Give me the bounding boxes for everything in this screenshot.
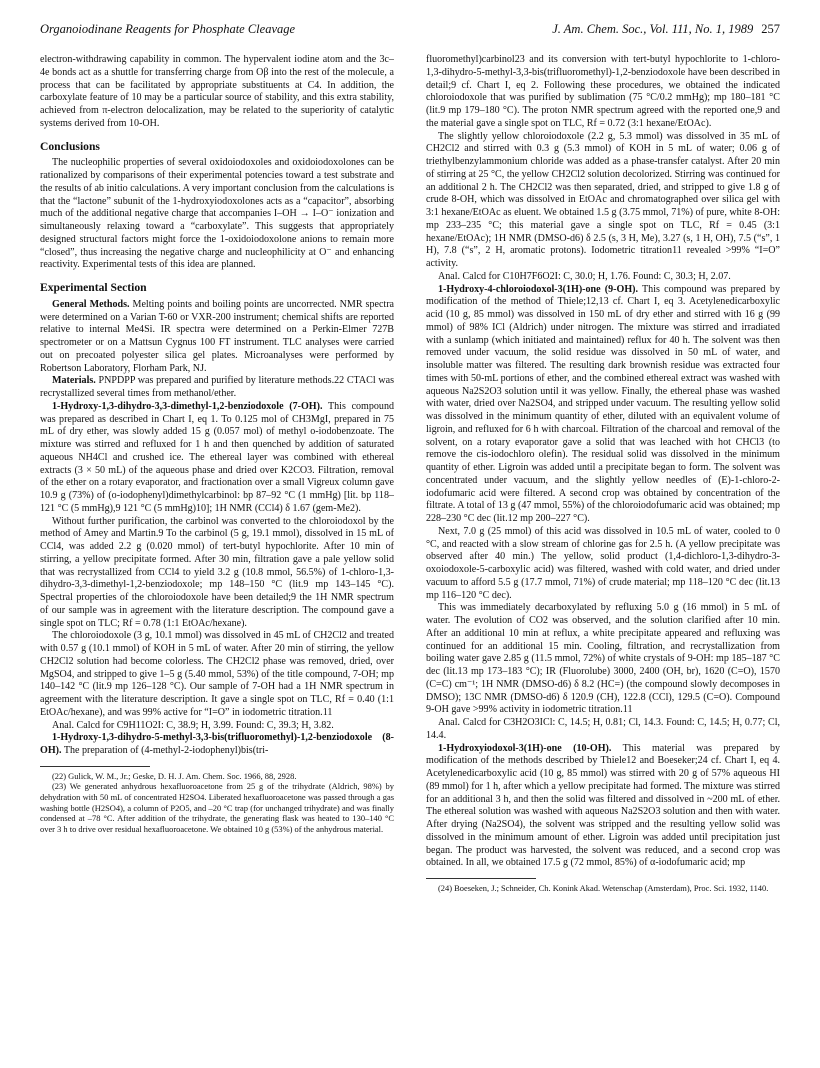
compound-9-text: This compound was prepared by modification of the method of Thiele;12,13 cf. Chart I, eq 3. Acetylenedicarboxylic acid (10 g, 85 mmol) was dissolved in 150 mL of dry ether and stirred with 16 g (99 mmol) of 98% ICl (Aldrich) under nitrogen. The mixture was stirred and irradiated with a sunlamp (which initiated and maintained) reflux for 40 h. The solvent was then removed under vacuum, the solid residue was dissolved in 50 mL of water, and insoluble matter was filtered. The resulting dark brownish residue was extracted four times with 50-mL portions of ether, and the combined ethereal extract was washed with aqueous Na2S2O3 solution until it was yellow. Finally, the ethereal phase was washed with water, dried over Na2SO4, and stripped under vacuum. The resulting yellow solid was dissolved in the minimum quantity of ether, diluted with an equivalent volume of ligroin, and refluxed for 6 h with charcoal. Filtration of the charcoal and removal of the solvent, on a rotary evaporator gave a solid that was leached with hot CHCl3 (to remove the cis-iodochloro olefin). The residual solid was dissolved in the minimum quantity of ether. Ligroin was added until a precipitate began to form. The solvent was concentrated under vacuum, and the slightly yellow needles of (E)-1-chloro-2-iodofumaric acid were filtered. A second crop was obtained by concentration of the filtrate. A total of 13 g (47 mmol, 55%) of the chloroiodofumaric acid was obtained; mp 228–230 °C dec (lit.12 mp 200–227 °C). bbox=[426, 283, 780, 524]
footnote-22: (22) Gulick, W. M., Jr.; Geske, D. H. J. Am. Chem. Soc. 1966, 88, 2928. bbox=[52, 770, 297, 781]
running-header bbox=[40, 22, 780, 37]
compound-9-analysis: Anal. Calcd for C3H2O3ICl: C, 14.5; H, 0.81; Cl, 14.3. Found: C, 14.5; H, 0.77; Cl, 14.4. bbox=[426, 717, 780, 741]
footnote-divider bbox=[40, 766, 150, 767]
left-column bbox=[40, 54, 394, 1054]
compound-8-title: 1-Hydroxy-1,3-dihydro-5-methyl-3,3-bis(trifluoromethyl)-1,2-benziodoxole (8-OH). bbox=[40, 732, 394, 756]
compound-9-title: 1-Hydroxy-4-chloroiodoxol-3(1H)-one (9-OH). bbox=[438, 283, 639, 295]
discussion-paragraph: electron-withdrawing capability in common. The hypervalent iodine atom and the 3c–4e bonds act as a shuttle for transferring charge from Oβ into the rest of the molecule, a process that can be facilitated by appropriate substituents at C4. In addition, the carboxylate feature of 10 may be a particular source of stability, and this extra stability, achieved from π-electron delocalization, may be related to the superiority of catalytic systems derived from 10-OH. bbox=[40, 54, 394, 129]
compound-7-paragraph bbox=[40, 401, 394, 516]
general-methods-text: Melting points and boiling points are uncorrected. NMR spectra were determined on a Varian T-60 or VXR-200 instrument; chemical shifts are reported relative to internal Me4Si. IR spectra were determined on a Perkin-Elmer 727B spectrometer or on a Mattsun Cygnus 100 FT instrument. TLC analyses were carried out on precoated polyester silica gel plates. Microanalyses were performed by Robertson Laboratory, Florham Park, NJ. bbox=[40, 298, 394, 374]
compound-8-paragraph bbox=[40, 732, 394, 758]
compound-7-text: This compound was prepared as described in Chart I, eq 1. To 0.125 mol of CH3MgI, prepared in 75 mL of dry ether, was slowly added 15 g (0.057 mol) of methyl o-iodobenzoate. The mixture was stirred and refluxed for 1 h and then quenched by addition of saturated aqueous NH4Cl and crushed ice. The ethereal layer was combined with ethereal extracts (3 × 50 mL) of the aqueous phase and dried over K2CO3. Filtration, removal of the ether on a rotary evaporator, and fractionation over a small Vigreux column gave 10.9 g (73%) of (o-iodophenyl)dimethylcarbinol: bp 87–92 °C (1 mmHg) [lit. bp 118–121 °C (5 mmHg),9 121 °C (5 mmHg)10]; 1H NMR (CCl4) δ 1.67 (gem-Me2). bbox=[40, 400, 394, 514]
conclusions-heading: Conclusions bbox=[40, 139, 100, 153]
footnote-divider bbox=[426, 878, 536, 879]
compound-10-title: 1-Hydroxyiodoxol-3(1H)-one (10-OH). bbox=[438, 742, 612, 754]
compound-10-text: This material was prepared by modification of the methods described by Thiele12 and Boeseker;24 cf. Chart I, eq 4. Acetylenedicarboxylic acid (10 g, 85 mmol) was stirred with 20 g of 57% aqueous HI (89 mmol) for 1 h, after which a yellow precipitate had formed. The mixture was stirred for an additional 3 h, and then the solid was filtered and dissolved in ~200 mL of ether. The ethereal solution was washed with aqueous Na2S2O3 solution and then with water. After drying (Na2SO4), the solvent was stripped and the resulting yellow solid was dissolved in the minimum amount of ether. Ligroin was added until precipitation just began. The product was harvested, the solvent was reduced, and a second crop was obtained. In all, we obtained 17.5 g (72 mmol, 85%) of α-iodofumaric acid; mp bbox=[426, 742, 780, 869]
conclusions-paragraph: The nucleophilic properties of several oxidoiodoxoles and oxidoiodoxolones can be rationalized by comparisons of their experimental potencies toward a test substrate and the results of ab initio calculations. A very important conclusion from the calculations is that the “lactone” subunit of the 1-hydroxyiodoxolones acts as a “capacitor”, absorbing much of the additional negative charge that accompanies I–OH → I–O⁻ ionization and simultaneously relaxing toward a “carboxylate”. This suggests that appropriately designed structural factors might force the 1-oxidoiodoxolone anions to remain more “closed”, thus increasing the negative charge and nucleophilicity at O⁻ and enhancing reactivity. Experimental tests of this idea are planned. bbox=[40, 157, 394, 271]
journal-name: J. Am. Chem. Soc., Vol. 111, No. 1, 1989 bbox=[552, 22, 754, 36]
compound-7-title: 1-Hydroxy-1,3-dihydro-3,3-dimethyl-1,2-benziodoxole (7-OH). bbox=[52, 400, 323, 412]
page-number: 257 bbox=[761, 22, 780, 36]
compound-7-paragraph-3: The chloroiodoxole (3 g, 10.1 mmol) was dissolved in 45 mL of CH2Cl2 and treated with 0.57 g (10.1 mmol) of KOH in 5 mL of water. After 20 min of stirring, the yellow CH2Cl2 solution had become colorless. The CH2Cl2 phase was removed, dried, over MgSO4, and stripped to give 1–5 g (5.40 mmol, 53%) of the title compound, 7-OH; mp 140–142 °C (lit.9 mp 126–128 °C). Our sample of 7-OH had a 1H NMR spectrum in agreement with the literature description. It gave a single spot on TLC, Rf = 0.40 (1:1 EtOAc/hexane), and was 99% active for “I=O” in iodometric titration.11 bbox=[40, 630, 394, 718]
compound-9-paragraph-2: Next, 7.0 g (25 mmol) of this acid was dissolved in 10.5 mL of water, cooled to 0 °C, and reacted with a slow stream of chlorine gas for 2.5 h. (A yellow precipitate was observed after 40 min.) The yellow, solid product (1,4-dichloro-1,3-dihydro-3-oxoiodoxole-5-carboxylic acid) was filtered, washed with cold water, and dried under vacuum to afford 5.5 g (17.7 mmol, 71%) of crude material; mp 118–120 °C dec (lit.13 mp 116–120 °C dec). bbox=[426, 525, 780, 601]
compound-9-paragraph bbox=[426, 284, 780, 526]
journal-citation bbox=[552, 22, 780, 37]
materials-title: Materials. bbox=[52, 375, 96, 387]
running-title: Organoiodinane Reagents for Phosphate Cleavage bbox=[40, 22, 296, 36]
compound-9-paragraph-3: This was immediately decarboxylated by refluxing 5.0 g (16 mmol) in 5 mL of water. The evolution of CO2 was observed, and the solution clarified after 10 min. After an additional 10 min at reflux, a white precipitate appeared and refluxing was continued for an additional 15 min. Cooling, filtration, and recrystallization from boiling water gave 2.85 g (11.5 mmol, 72%) of white crystals of 9-OH: mp 185–187 °C dec (lit.13 mp 173–183 °C); IR (Fluorolube) 3000, 2400 (OH, br), 1620 (C=O), 1570 (C=C) cm⁻¹; 1H NMR (DMSO-d6) δ 8.2 (HC=) (the compound slowly decomposes in DMSO); 13C NMR (DMSO-d6) δ 120.9 (CH), 122.8 (CCl), 129.5 (C=O). Compound 9-OH gave >99% activity in iodometric titration.11 bbox=[426, 602, 780, 716]
right-column bbox=[426, 54, 780, 1054]
general-methods-title: General Methods. bbox=[52, 298, 130, 310]
materials-paragraph bbox=[40, 375, 394, 401]
experimental-heading: Experimental Section bbox=[40, 281, 147, 294]
compound-8-analysis: Anal. Calcd for C10H7F6O2I: C, 30.0; H, 1.76. Found: C, 30.3; H, 2.07. bbox=[438, 270, 731, 282]
compound-8-paragraph-2: The slightly yellow chloroiodoxole (2.2 g, 5.3 mmol) was dissolved in 35 mL of CH2Cl2 and stirred with 0.3 g (5.3 mmol) of KOH in 5 mL of water; 0.06 g of triethylbenzylammonium chloride was added as a phase-transfer catalyst. After 20 min of stirring at 25 °C, the yellow CH2Cl2 solution decolorized. Stirring was continued for an additional 2 h. The CH2Cl2 was then separated, dried, and stripped to give 1.8 g of crude 8-OH, which was dissolved in EtOAc and chromatographed over silica gel with 3:1 hexane/EtOAc as eluent. We obtained 1.5 g (3.75 mmol, 71%) of pure, white 8-OH: mp 233–235 °C; this material gave a single spot on TLC, Rf = 0.45 (3:1 hexane/EtOAc); 1H NMR (DMSO-d6) δ 2.5 (s, 3 H, Me), 3.27 (s, 1 H, OH), 7.5 (“s”, 1 H), 7.8 (“s”, 2 H, aromatic protons). Iodometric titration11 revealed >99% “I=O” activity. bbox=[426, 130, 780, 269]
footnote-24: (24) Boeseken, J.; Schneider, Ch. Konink Akad. Wetenschap (Amsterdam), Proc. Sci. 1932, 1140. bbox=[438, 883, 769, 893]
general-methods-paragraph bbox=[40, 299, 394, 376]
compound-7-paragraph-2: Without further purification, the carbinol was converted to the chloroiodoxol by the method of Amey and Martin.9 To the carbinol (5 g, 19.1 mmol), dissolved in 15 mL of CCl4, was added 2.2 g (0.020 mmol) of tert-butyl hypochlorite. After 10 min of stirring, a yellow precipitate formed. After 30 min, filtration gave a pale yellow solid that was recrystallized from CCl4 to yield 3.2 g (10.8 mmol, 56.5%) of 1-chloro-1,3-dihydro-3,3-dimethyl-1,2-benziodoxole; mp 148–150 °C (lit.9 mp 143–145 °C). Spectral properties of the chloroiodoxole have been detailed;9 the 1H NMR spectrum of our sample was in agreement with the literature description. The compound gave a single spot on TLC; Rf = 0.78 (1:1 EtOAc/hexane). bbox=[40, 515, 394, 629]
footnote-23: (23) We generated anhydrous hexafluoroacetone from 25 g of the trihydrate (Aldrich, 98%) by dehydration with 50 mL of concentrated H2SO4. Liberated hexafluoroacetone was passed through a gas washing bottle (H2SO4), a column of P2O5, and –20 °C trap (for unchanged trihydrate) and was finally condensed at –78 °C. After addition of the trihydrate, the generating flask was heated to 130–140 °C over 3 h to drive over residual hexafluoroacetone. We obtained 10 g (53%) of the anhydrous material. bbox=[40, 781, 394, 834]
compound-8-continued: fluoromethyl)carbinol23 and its conversion with tert-butyl hypochlorite to 1-chloro-1,3-dihydro-5-methyl-3,3-bis(trifluoromethyl)-1,2-benziodoxole have been described in detail;9 cf. Chart I, eq 2. Following these procedures, we obtained the indicated chloroiodoxole that was purified by sublimation (75 °C/0.2 mmHg); mp 180–181 °C (lit.9 mp 179–180 °C). The proton NMR spectrum agreed with the reported one,9 and the material gave a single spot on TLC, Rf = 0.72 (3:1 hexane/EtOAc). bbox=[426, 54, 780, 129]
compound-8-text: The preparation of (4-methyl-2-iodophenyl)bis(tri- bbox=[61, 745, 269, 756]
compound-10-paragraph bbox=[426, 743, 780, 871]
compound-7-analysis: Anal. Calcd for C9H11O2I: C, 38.9; H, 3.99. Found: C, 39.3; H, 3.82. bbox=[52, 719, 334, 731]
materials-text: PNPDPP was prepared and purified by literature methods.22 CTACl was recrystallized several times from methanol/ether. bbox=[40, 375, 394, 399]
